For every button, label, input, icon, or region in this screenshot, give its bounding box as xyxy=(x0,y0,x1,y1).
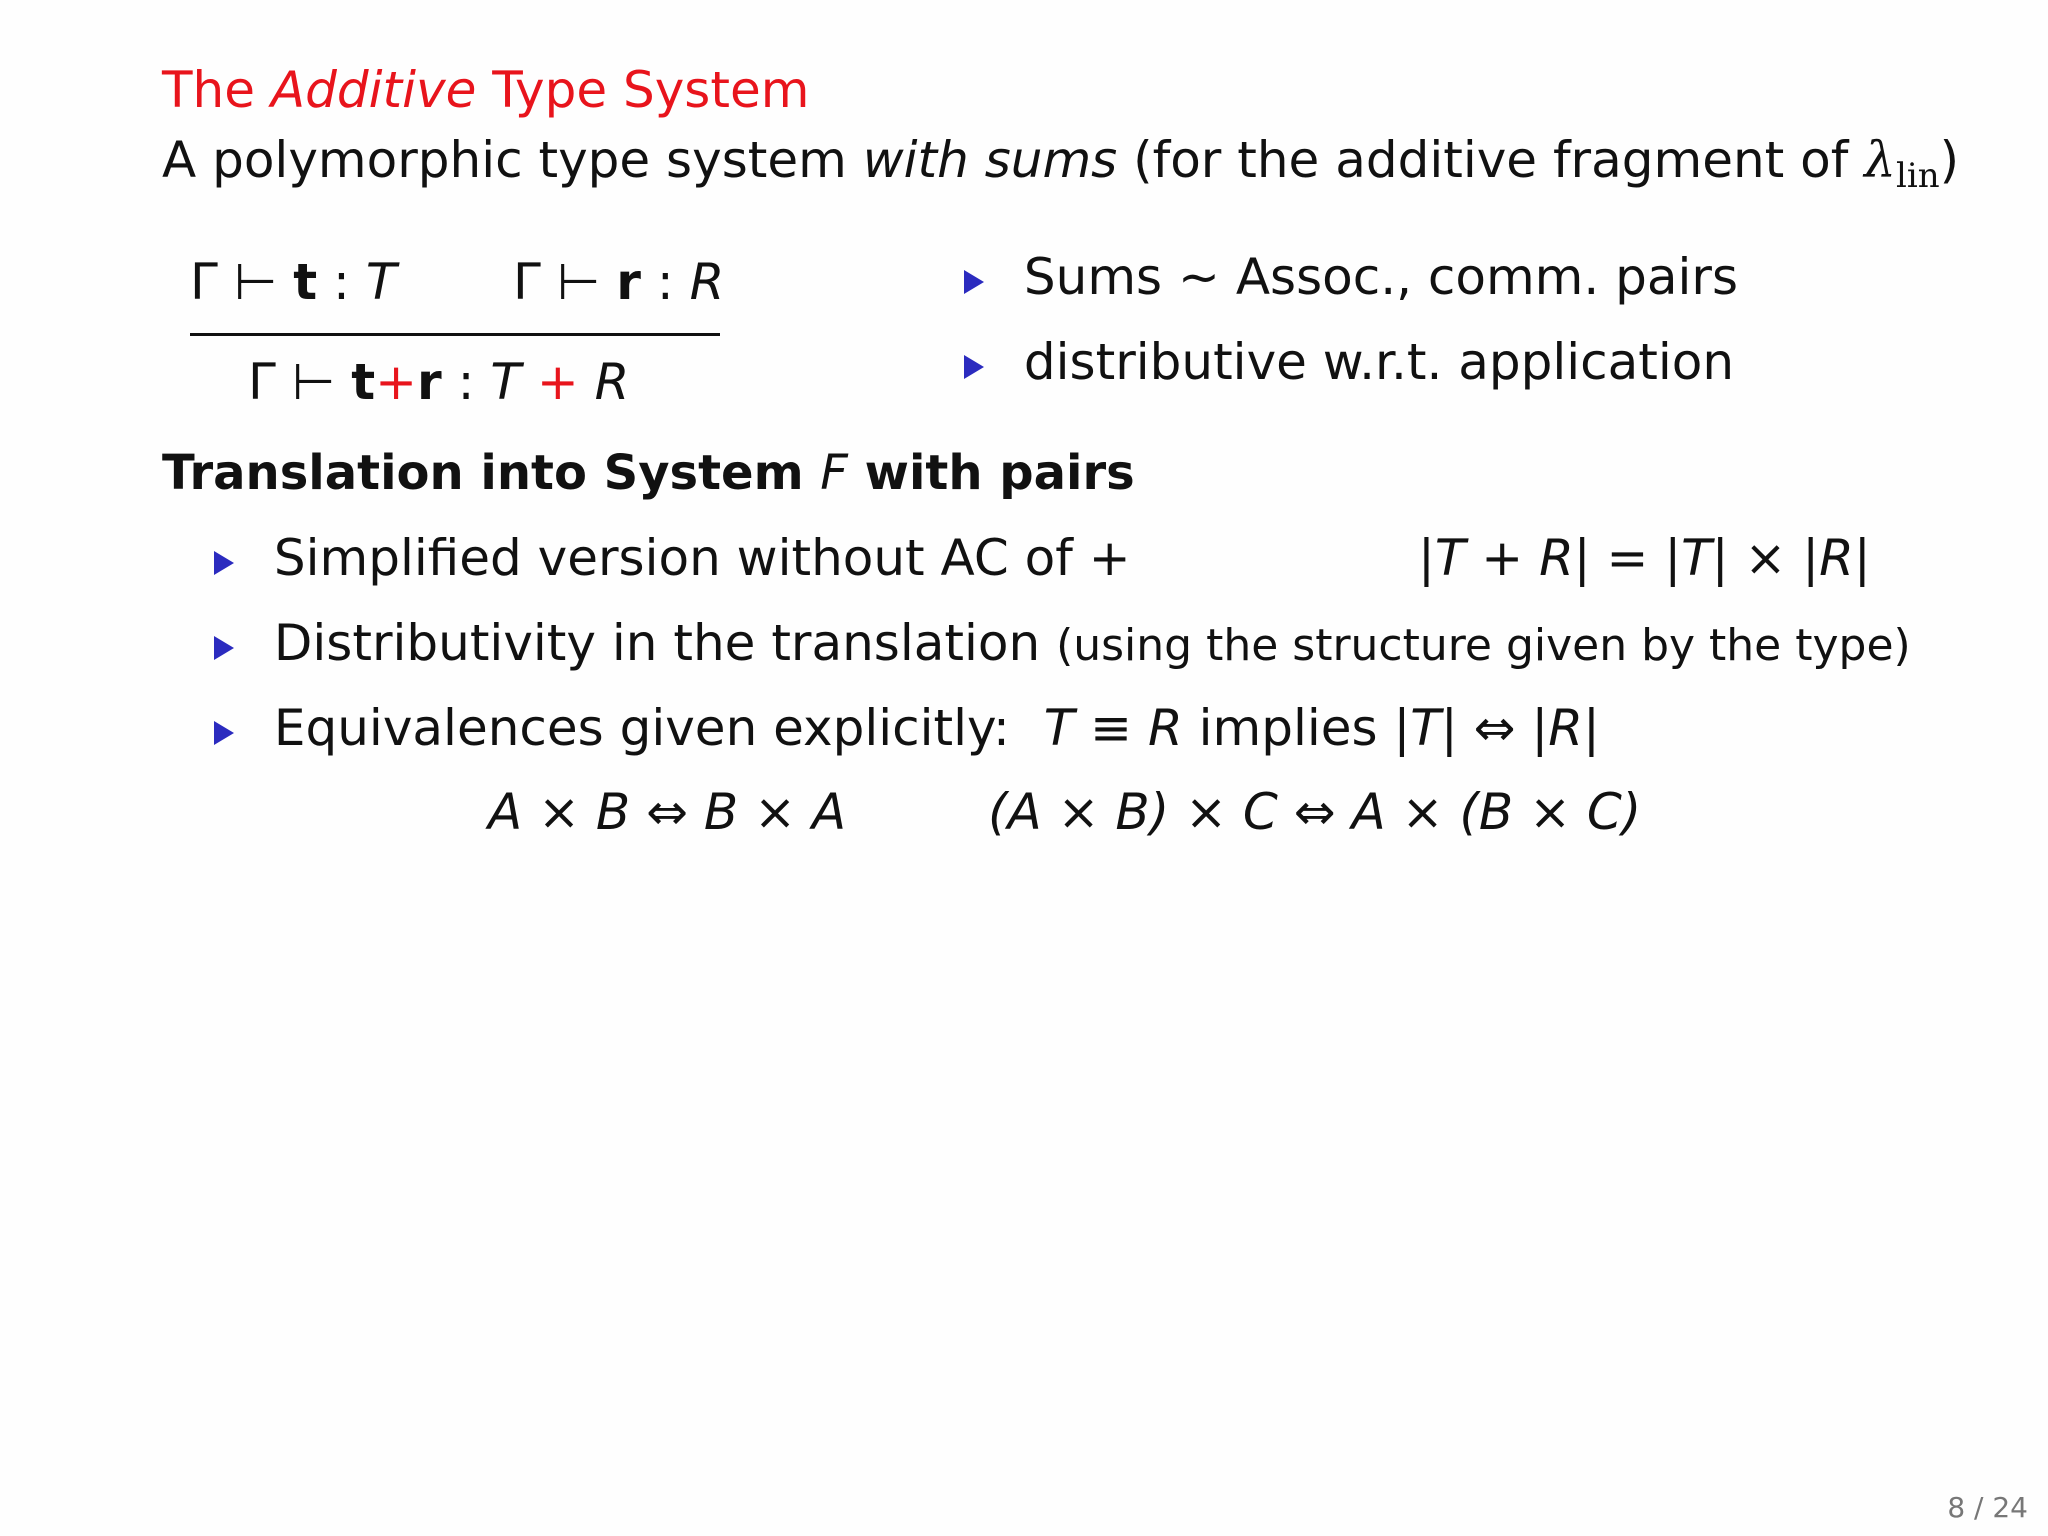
bullet-text: Equivalences given explicitly: xyxy=(273,699,1010,757)
rule-premise-2 xyxy=(513,250,724,314)
colon: : xyxy=(656,253,674,311)
premise-term: r xyxy=(616,253,641,311)
bullet-triangle-icon xyxy=(214,551,234,575)
bullet-text: Distributivity in the translation xyxy=(273,614,1041,672)
bullet-text: Simplified version without AC of xyxy=(273,529,1073,587)
conclusion-type-t: T xyxy=(490,353,521,411)
plus-symbol: + xyxy=(1088,529,1131,587)
lambda-subscript: lin xyxy=(1895,156,1940,196)
formula-sum-translation: |T + R| = |T| × |R| xyxy=(1418,529,1871,587)
bullet-small-text: (using the structure given by the type) xyxy=(1056,620,1911,671)
subtitle-rest: (for the additive fragment of xyxy=(1133,131,1849,189)
formula-iff: |T| ⇔ |R| xyxy=(1393,699,1600,757)
frame-title-pre: The xyxy=(162,61,255,119)
frame-title-post: Type System xyxy=(492,61,810,119)
inference-rule-line xyxy=(190,333,720,336)
subtitle-emph: with sums xyxy=(862,131,1118,189)
colon: : xyxy=(457,353,475,411)
bullet-simplified xyxy=(214,526,1131,590)
subtitle-text: A polymorphic type system xyxy=(162,131,847,189)
section-heading xyxy=(162,441,1135,505)
side-bullet-sums xyxy=(964,245,1738,309)
premise-type: T xyxy=(365,253,397,311)
side-bullet-text: distributive w.r.t. application xyxy=(1023,333,1735,391)
bullet-triangle-icon xyxy=(964,270,984,294)
bullet-triangle-icon xyxy=(964,355,984,379)
bullet-triangle-icon xyxy=(214,721,234,745)
bullet-equivalences xyxy=(214,696,1600,760)
conclusion-context: Γ xyxy=(248,353,276,411)
premise-type: R xyxy=(689,253,725,311)
page-number: 8 / 24 xyxy=(1947,1491,2028,1524)
equivalence-commutativity: A × B ⇔ B × A xyxy=(488,783,847,841)
subtitle-close: ) xyxy=(1939,131,1960,189)
tilde-symbol: ∼ xyxy=(1178,248,1220,306)
turnstile: ⊢ xyxy=(291,353,336,411)
implies-text: implies xyxy=(1198,699,1378,757)
subtitle xyxy=(162,128,1959,208)
turnstile: ⊢ xyxy=(233,253,278,311)
section-heading-pre: Translation into System xyxy=(162,445,804,501)
turnstile: ⊢ xyxy=(556,253,601,311)
bullet-distributivity xyxy=(214,611,1911,678)
premise-context: Γ xyxy=(513,253,541,311)
side-bullet-distributive xyxy=(964,330,1734,394)
frame-title xyxy=(162,58,809,122)
section-heading-var: F xyxy=(820,445,848,501)
equivalence-associativity: (A × B) × C ⇔ A × (B × C) xyxy=(988,783,1642,841)
frame-title-emph: Additive xyxy=(270,61,477,119)
lambda-symbol: λ xyxy=(1864,131,1896,189)
conclusion-term-t: t xyxy=(351,353,376,411)
conclusion-term-r: r xyxy=(417,353,442,411)
side-bullet-text: Assoc., comm. pairs xyxy=(1235,248,1739,306)
colon: : xyxy=(333,253,350,311)
premise-term: t xyxy=(293,253,318,311)
premise-context: Γ xyxy=(190,253,218,311)
side-bullet-text: Sums xyxy=(1023,248,1163,306)
rule-conclusion xyxy=(248,350,629,414)
red-plus: + xyxy=(536,353,579,411)
formula-equiv: T ≡ R xyxy=(1043,699,1183,757)
conclusion-type-r: R xyxy=(594,353,630,411)
section-heading-post: with pairs xyxy=(864,445,1135,501)
red-plus: + xyxy=(375,353,418,411)
rule-premise-1 xyxy=(190,250,396,314)
bullet-triangle-icon xyxy=(214,636,234,660)
